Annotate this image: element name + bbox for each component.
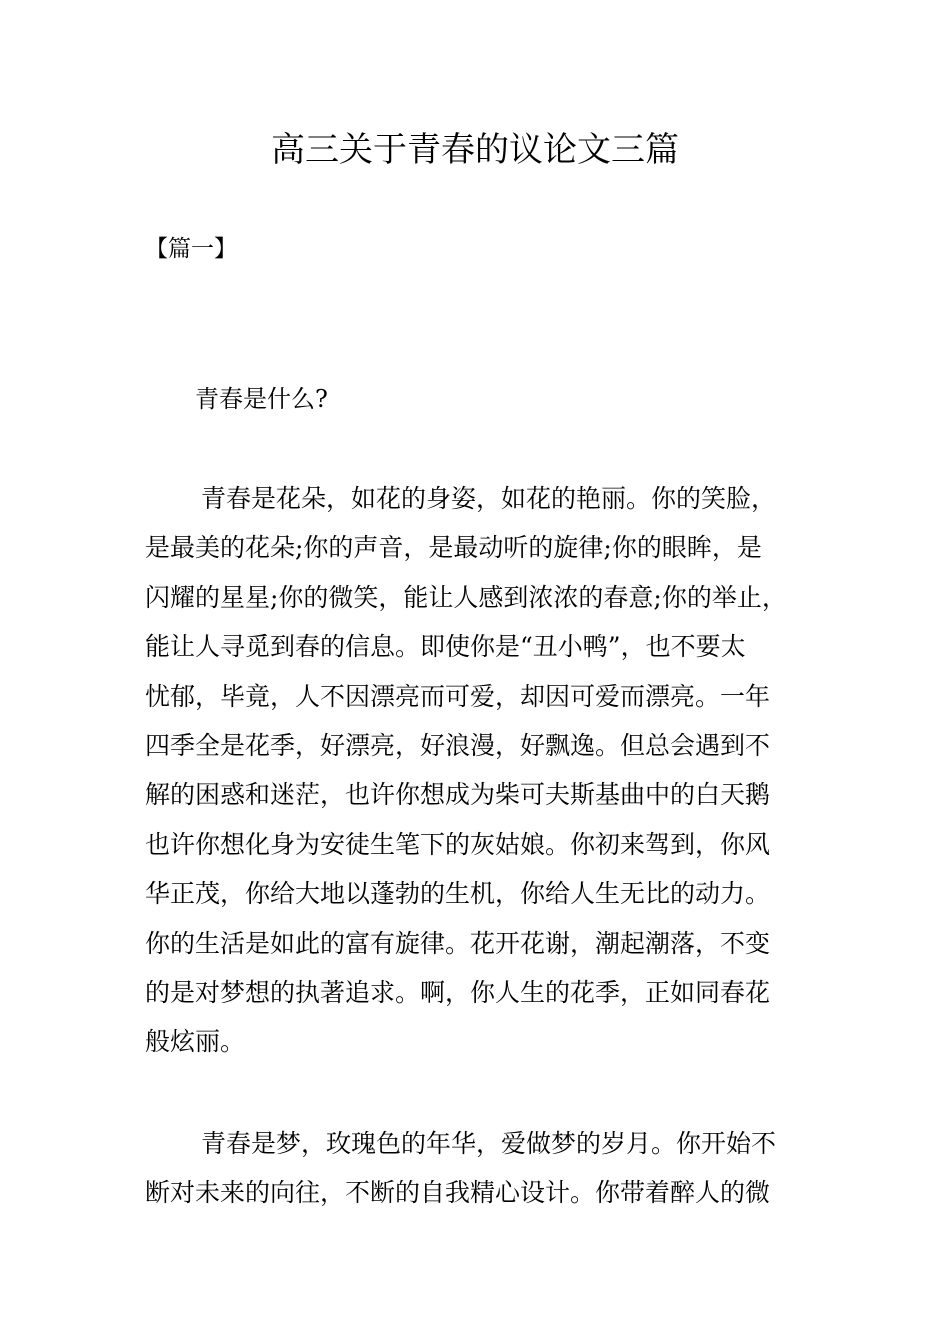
paragraph-line: 断对未来的向往，不断的自我精心设计。你带着醉人的微 [145, 1178, 771, 1208]
document-title: 高三关于青春的议论文三篇 [271, 130, 679, 170]
paragraph-line: 的是对梦想的执著追求。啊，你人生的花季，正如同春花 [145, 977, 771, 1007]
paragraph-line: 闪耀的星星;你的微笑，能让人感到浓浓的春意;你的举止， [145, 582, 787, 612]
question-line: 青春是什么? [195, 385, 328, 413]
paragraph-line: 般炫丽。 [145, 1027, 246, 1057]
paragraph-2 [145, 1119, 810, 1218]
paragraph-line: 华正茂，你给大地以蓬勃的生机，你给人生无比的动力。 [145, 879, 771, 909]
paragraph-line: 能让人寻觅到春的信息。即使你是“丑小鸭”，也不要太 [145, 632, 746, 662]
paragraph-1 [145, 474, 810, 1067]
section-label: 【篇一】 [145, 236, 237, 262]
paragraph-line: 是最美的花朵;你的声音，是最动听的旋律;你的眼眸，是 [145, 533, 762, 563]
paragraph-line: 青春是梦，玫瑰色的年华，爱做梦的岁月。你开始不 [201, 1129, 777, 1158]
paragraph-line: 忧郁，毕竟，人不因漂亮而可爱，却因可爱而漂亮。一年 [145, 681, 771, 711]
paragraph-line: 解的困惑和迷茫，也许你想成为柴可夫斯基曲中的白天鹅 [145, 780, 771, 810]
paragraph-line: 也许你想化身为安徒生笔下的灰姑娘。你初来驾到，你风 [145, 829, 771, 859]
paragraph-line: 四季全是花季，好漂亮，好浪漫，好飘逸。但总会遇到不 [145, 730, 771, 760]
paragraph-line: 你的生活是如此的富有旋律。花开花谢，潮起潮落，不变 [145, 928, 771, 958]
paragraph-line: 青春是花朵，如花的身姿，如花的艳丽。你的笑脸， [201, 484, 777, 513]
